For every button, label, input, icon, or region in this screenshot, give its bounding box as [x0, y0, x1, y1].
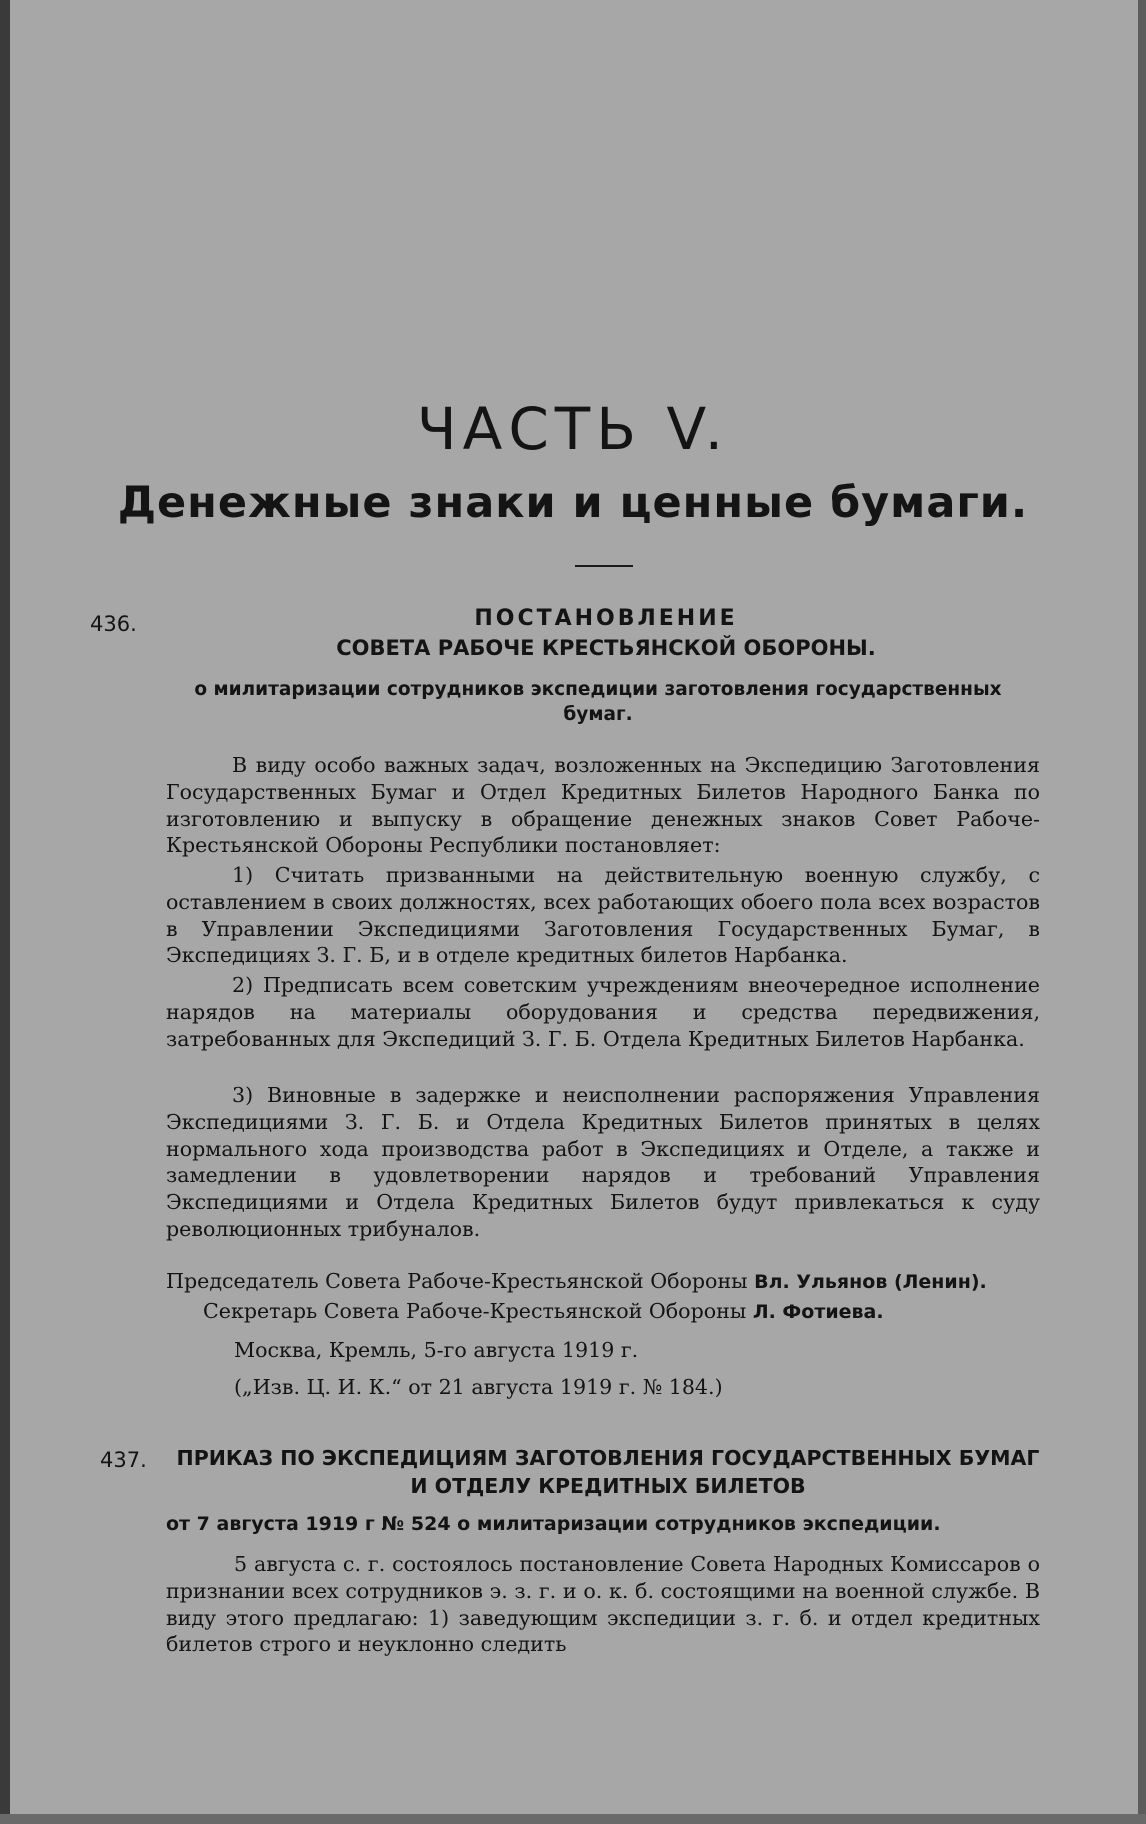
doc437-heading-cont: И ОТДЕЛУ КРЕДИТНЫХ БИЛЕТОВ [410, 1474, 806, 1498]
doc436-intro: В виду особо важных задач, возложенных на Экспедицию Заготовления Государственных Бумаг и Отдел Кредитных Билетов Народного Банка по изготовлению и выпуску в обращение денежных знаков Совет Рабоче-Крестьянской Обороны Республики постановляет: [166, 753, 1040, 858]
part-subtitle: Денежные знаки и ценные бумаги. [117, 478, 1029, 528]
doc436-chair-signature: Председатель Совета Рабоче-Крестьянской Обороны Вл. Ульянов (Ленин). [166, 1269, 987, 1293]
doc436-place-date: Москва, Кремль, 5-го августа 1919 г. [234, 1338, 639, 1362]
doc437-body: 5 августа с. г. состоялось постановление Совета Народных Комиссаров о признании всех сотрудников э. з. г. и о. к. б. состоящими на военной службе. В виду этого предлагаю: 1) заведующим экспедиции з. г. б. и отдел кредитных билетов строго и неуклонно следить [166, 1552, 1040, 1657]
doc437-heading: ПРИКАЗ ПО ЭКСПЕДИЦИЯМ ЗАГОТОВЛЕНИЯ ГОСУДАРСТВЕННЫХ БУМАГ [176, 1446, 1040, 1470]
scan-right-edge [1138, 0, 1146, 1824]
doc436-subject: о милитаризации сотрудников экспедиции заготовления государственных бумаг. [194, 679, 1002, 725]
doc436-source: („Изв. Ц. И. К.“ от 21 августа 1919 г. № 184.) [234, 1375, 723, 1399]
doc436-number: 436. [90, 612, 137, 636]
doc436-council: СОВЕТА РАБОЧЕ КРЕСТЬЯНСКОЙ ОБОРОНЫ. [336, 636, 876, 660]
doc437-subline: от 7 августа 1919 г № 524 о милитаризации сотрудников экспедиции. [166, 1513, 941, 1535]
part-title: ЧАСТЬ V. [416, 395, 730, 463]
doc436-item-1: 1) Считать призванными на действительную военную службу, с оставлением в своих должностях, всех работающих обоего пола всех возрастов в Управлении Экспедициями Заготовления Государственных Бумаг, в Экспедициях З. Г. Б, и в отделе кредитных билетов Нарбанка. [166, 863, 1040, 968]
doc436-item-3: 3) Виновные в задержке и неисполнении распоряжения Управления Экспедициями З. Г. Б. и Отдела Кредитных Билетов принятых в целях нормального хода производства работ в Экспедициях и Отделе, а также и замедлении в удовлетворении нарядов и требований Управления Экспедициями и Отдела Кредитных Билетов будут привлекаться к суду революционных трибуналов. [166, 1083, 1040, 1241]
scan-left-edge [0, 0, 10, 1824]
scan-bottom-edge [0, 1814, 1146, 1824]
doc437-number: 437. [100, 1448, 147, 1472]
section-divider [575, 565, 633, 567]
doc436-heading: ПОСТАНОВЛЕНИЕ [474, 606, 738, 631]
doc436-item-2: 2) Предписать всем советским учреждениям внеочередное исполнение нарядов на материалы оборудования и средства передвижения, затребованных для Экспедиций З. Г. Б. Отдела Кредитных Билетов Нарбанка. [166, 973, 1040, 1051]
doc436-secretary-signature: Секретарь Совета Рабоче-Крестьянской Обороны Л. Фотиева. [203, 1299, 884, 1323]
